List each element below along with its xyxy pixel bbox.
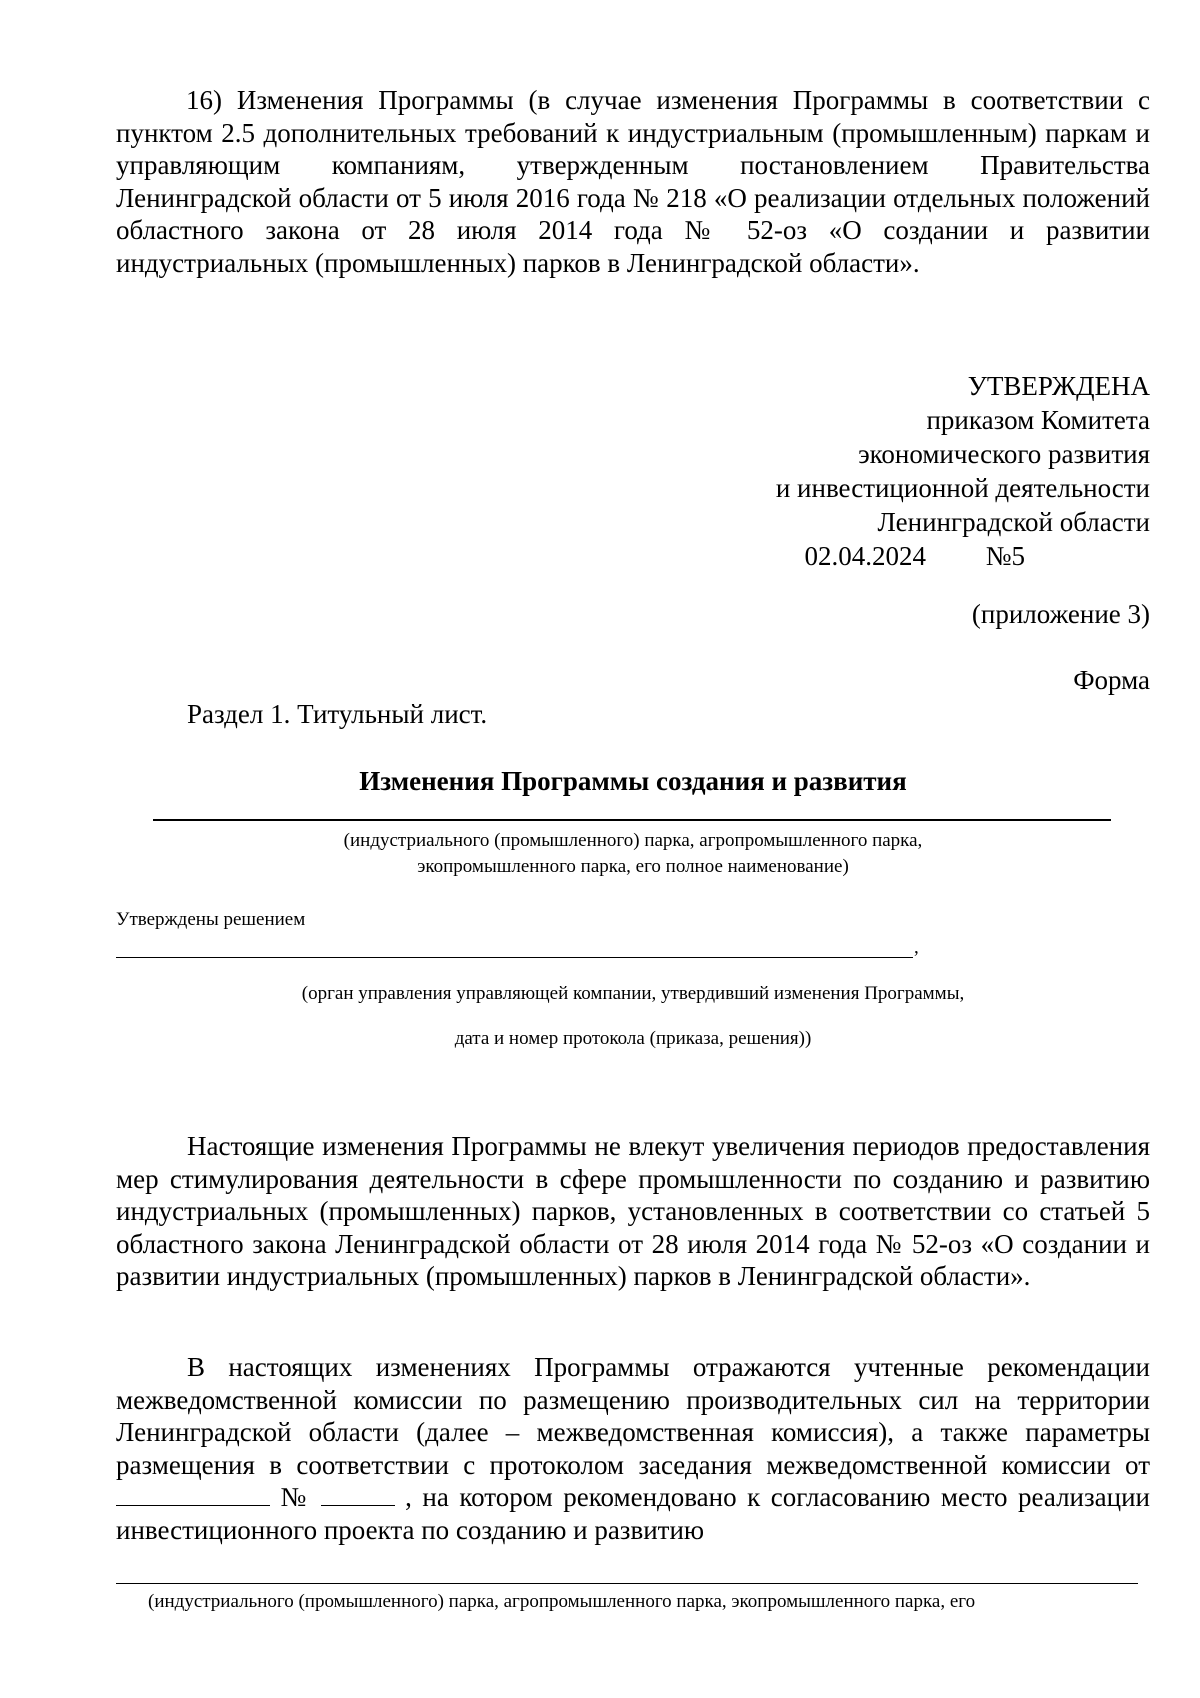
section-heading: Раздел 1. Титульный лист.: [187, 699, 488, 729]
paragraph-present-changes: Настоящие изменения Программы не влекут увеличения периодов предоставления мер стимулирования деятельности в сфере промышленности по созданию и развитию индустриальных (промышленных) парков, установленных в соответствии со статьей 5 областного закона Ленинградской области от 28 июля 2014 года № 52-оз «О создании и развитии индустриальных (промышленных) парков в Ленинградской области».: [116, 1131, 1150, 1291]
approval-order-line: приказом Комитета: [926, 405, 1150, 435]
approved-by-label: Утверждены решением: [116, 909, 306, 930]
paragraph-changes-text-2: №: [270, 1482, 321, 1512]
approval-number: №5: [985, 541, 1025, 571]
organ-caption: (орган управления управляющей компании, утвердивший изменения Программы,: [301, 983, 965, 1004]
park-name-caption-line-2: экопромышленного парка, его полное наименование): [417, 856, 849, 877]
approved-by-blank-line: [116, 957, 913, 958]
approved-by-comma: ,: [914, 937, 919, 958]
paragraph-changes-text-3: , на котором рекомендовано к согласованию место реализации инвестиционного проекта по созданию и развитию: [116, 1482, 1151, 1545]
document-title: Изменения Программы создания и развития: [359, 766, 907, 796]
approval-date-row: [550, 539, 1150, 573]
protocol-date-blank: [116, 1483, 270, 1506]
footer-park-caption: (индустриального (промышленного) парка, агропромышленного парка, экопромышленного парка, его: [148, 1591, 976, 1612]
park-name-caption: [0, 828, 1200, 880]
approval-committee-line: экономического развития: [858, 439, 1150, 469]
park-name-blank-line-footer: [116, 1583, 1138, 1584]
form-label: Форма: [1073, 665, 1150, 695]
paragraph-16: 16) Изменения Программы (в случае изменения Программы в соответствии с пунктом 2.5 дополнительных требований к индустриальным (промышленным) паркам и управляющим компаниям, утвержденным постановлением Правительства Ленинградской области от 5 июля 2016 года № 218 «О реализации отдельных положений областного закона от 28 июля 2014 года № 52-оз «О создании и развитии индустриальных (промышленных) парков в Ленинградской области».: [116, 85, 1150, 278]
paragraph-changes-text-1: В настоящих изменениях Программы отражаются учтенные рекомендации межведомственной комиссии по размещению производительных сил на территории Ленинградской области (далее – межведомственная комиссия), а также параметры размещения в соответствии с протоколом заседания межведомственной комиссии от: [116, 1352, 1150, 1480]
protocol-caption: дата и номер протокола (приказа, решения)): [454, 1028, 812, 1049]
approval-committee-line-2: и инвестиционной деятельности: [775, 473, 1150, 503]
approval-date: 02.04.2024: [804, 541, 926, 571]
paragraph-changes-recommendations: [116, 1351, 1150, 1546]
park-name-caption-line-1: (индустриального (промышленного) парка, агропромышленного парка,: [343, 830, 923, 851]
park-name-blank-line: [153, 819, 1111, 821]
approval-block: [550, 369, 1150, 573]
protocol-number-blank: [321, 1483, 395, 1506]
appendix-label: (приложение 3): [971, 599, 1150, 629]
approval-region-line: Ленинградской области: [877, 507, 1150, 537]
approval-stamp: УТВЕРЖДЕНА: [967, 371, 1150, 401]
